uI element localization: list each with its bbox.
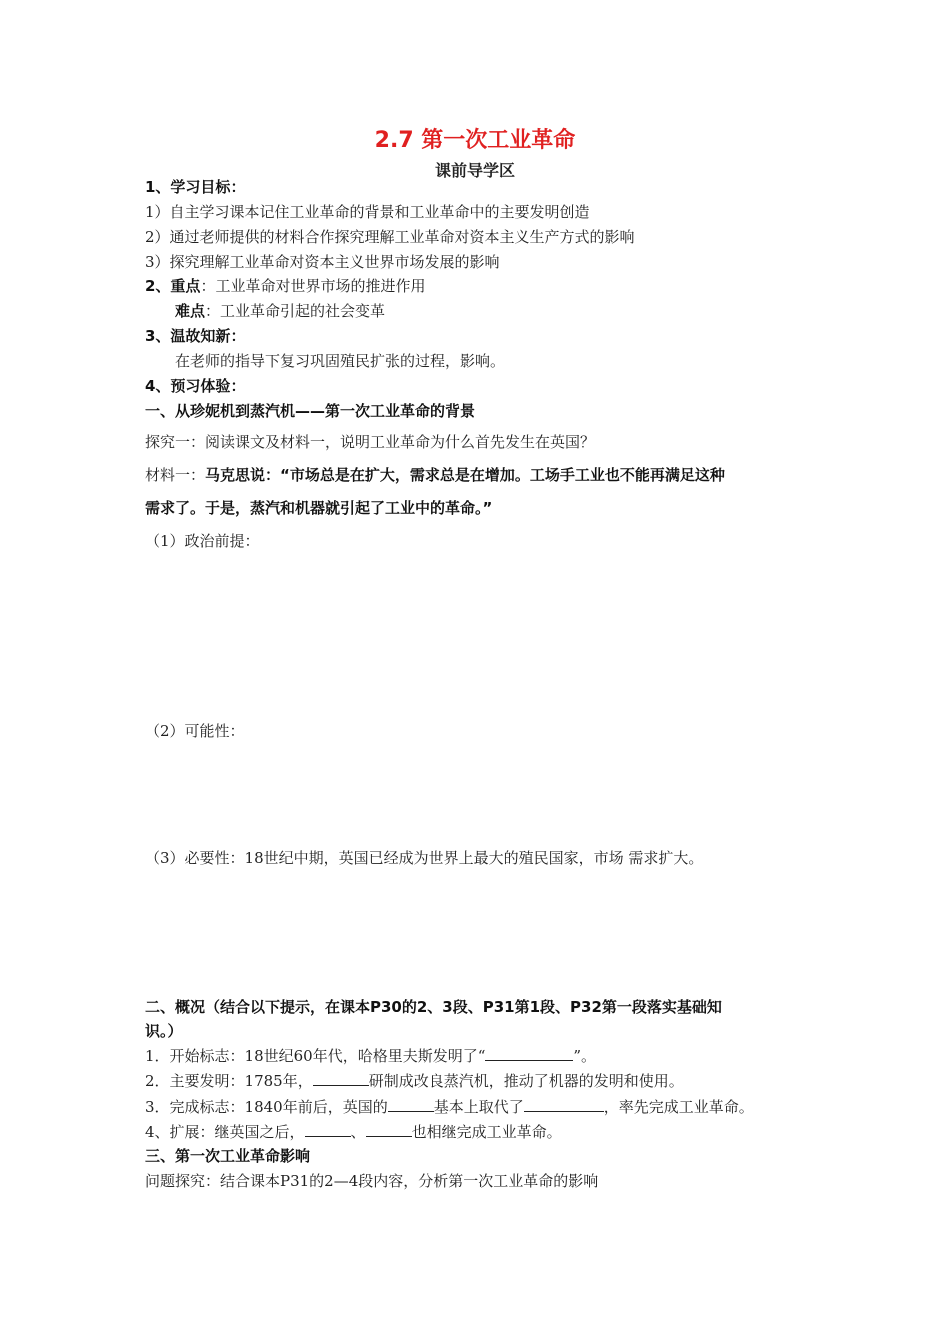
blank-field[interactable] [305, 1122, 351, 1137]
question-political: （1）政治前提： [145, 532, 260, 550]
page-subtitle: 课前导学区 [434, 161, 515, 180]
material-line-1 [145, 465, 725, 485]
blank-field[interactable] [366, 1122, 412, 1137]
section1-heading: 1、学习目标： [145, 178, 246, 196]
overview-item-2-text-b: 研制成改良蒸汽机，推动了机器的发明和使用。 [368, 1072, 684, 1090]
key-point-label: 2、重点 [145, 277, 201, 295]
part3-heading: 三、第一次工业革命影响 [145, 1147, 311, 1165]
overview-item-2 [145, 1071, 684, 1091]
overview-item-3 [145, 1097, 754, 1117]
overview-item-4-text-b: 也相继完成工业革命。 [411, 1123, 562, 1141]
part2-heading-2: 识。） [145, 1022, 183, 1040]
review-text: 在老师的指导下复习巩固殖民扩张的过程，影响。 [175, 352, 506, 370]
key-point-line [145, 276, 425, 296]
goal-item-2: 2）通过老师提供的材料合作探究理解工业革命对资本主义生产方式的影响 [145, 228, 635, 246]
overview-item-4 [145, 1122, 562, 1142]
overview-item-3-text-b: 基本上取代了 [433, 1098, 524, 1116]
difficulty-text: ：工业革命引起的社会变革 [205, 302, 386, 320]
overview-item-4-text-a: 4、扩展：继英国之后， [145, 1123, 305, 1141]
overview-item-1 [145, 1046, 596, 1066]
part1-heading: 一、从珍妮机到蒸汽机——第一次工业革命的背景 [145, 402, 476, 420]
overview-item-1-text-b: ”。 [573, 1047, 597, 1065]
blank-field[interactable] [388, 1097, 434, 1112]
blank-field[interactable] [524, 1097, 604, 1112]
difficulty-label: 难点 [175, 302, 206, 320]
difficulty-line [175, 301, 385, 321]
blank-field[interactable] [313, 1071, 369, 1086]
part2-heading-1: 二、概况（结合以下提示，在课本P30的2、3段、P31第1段、P32第一段落实基础知 [145, 998, 722, 1016]
blank-field[interactable] [485, 1046, 573, 1061]
material-quote-2: 需求了。于是，蒸汽和机器就引起了工业中的革命。” [145, 499, 493, 517]
overview-item-2-text-a: 2．主要发明：1785年， [145, 1072, 313, 1090]
part3-question: 问题探究：结合课本P31的2—4段内容，分析第一次工业革命的影响 [145, 1172, 599, 1190]
question-possibility: （2）可能性： [145, 722, 245, 740]
goal-item-3: 3）探究理解工业革命对资本主义世界市场发展的影响 [145, 253, 500, 271]
explore-question: 探究一：阅读课文及材料一，说明工业革命为什么首先发生在英国？ [145, 433, 596, 451]
page-title: 2.7 第一次工业革命 [374, 128, 576, 153]
question-necessity: （3）必要性：18世纪中期，英国已经成为世界上最大的殖民国家，市场 需求扩大。 [145, 849, 704, 867]
overview-item-3-text-c: ，率先完成工业革命。 [603, 1098, 754, 1116]
section4-heading: 4、预习体验： [145, 377, 246, 395]
overview-item-3-text-a: 3．完成标志：1840年前后，英国的 [145, 1098, 388, 1116]
section3-heading: 3、温故知新： [145, 327, 246, 345]
goal-item-1: 1）自主学习课本记住工业革命的背景和工业革命中的主要发明创造 [145, 203, 590, 221]
material-quote-1: 马克思说：“市场总是在扩大，需求总是在增加。工场手工业也不能再满足这种 [205, 466, 725, 484]
key-point-text: ：工业革命对世界市场的推进作用 [200, 277, 426, 295]
material-label: 材料一： [145, 466, 206, 484]
overview-item-4-separator: 、 [350, 1123, 366, 1141]
overview-item-1-text-a: 1．开始标志：18世纪60年代，哈格里夫斯发明了“ [145, 1047, 486, 1065]
